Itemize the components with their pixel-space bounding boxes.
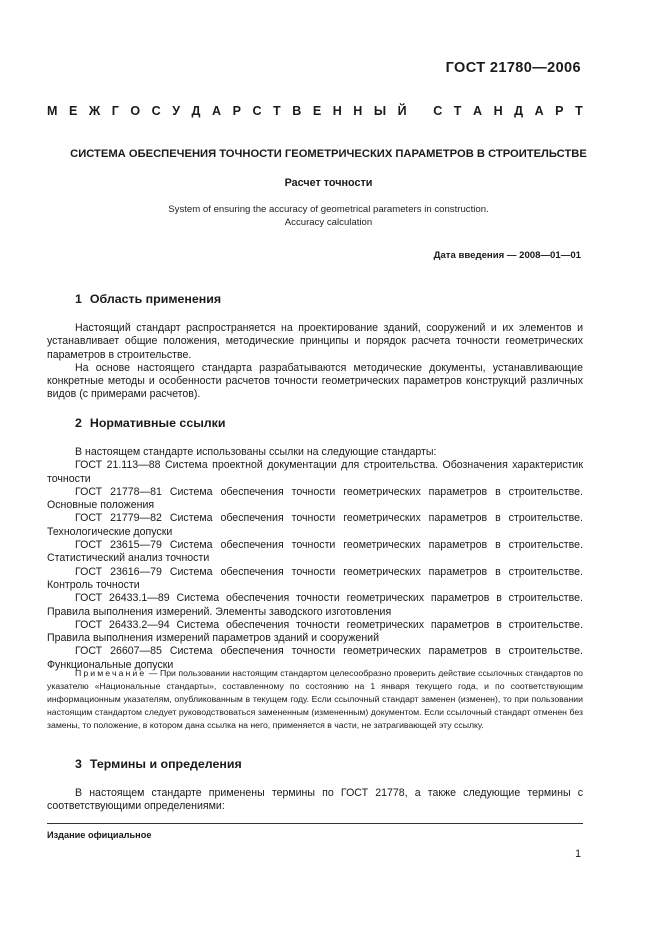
standard-type-letter: Г: [111, 104, 119, 118]
standard-type-letter: А: [472, 104, 483, 118]
references-note: [47, 667, 583, 732]
standard-type-letters: [47, 104, 583, 118]
section-title: Термины и определения: [89, 757, 242, 771]
section-number: 2: [75, 416, 82, 430]
reference-item: ГОСТ 21.113—88 Система проектной документации для строительства. Обозначения характеристик точности: [47, 459, 583, 485]
section-1-body: [47, 322, 583, 402]
standard-type-letter: Д: [514, 104, 524, 118]
note-label: Примечание: [75, 668, 147, 678]
standard-type-letter: А: [212, 104, 222, 118]
standard-type-label: [47, 104, 583, 118]
paragraph: Настоящий стандарт распространяется на проектирование зданий, сооружений и их элементов и устанавливает общие положения, методические принципы и порядок расчета точности геометрических параметров в строительстве.: [47, 322, 583, 361]
page-number: 1: [575, 848, 581, 860]
reference-item: ГОСТ 21778—81 Система обеспечения точности геометрических параметров в строительстве. Основные положения: [47, 485, 583, 512]
standard-type-letter: Н: [332, 104, 342, 118]
reference-item: ГОСТ 26607—85 Система обеспечения точности геометрических параметров в строительстве. Функциональные допуски: [47, 645, 583, 671]
standard-type-letter: Н: [353, 104, 363, 118]
standard-type-letter: Е: [68, 104, 78, 118]
standard-type-letter: В: [292, 104, 302, 118]
paragraph: На основе настоящего стандарта разрабатываются методические документы, устанавливающие конкретные методы и особенности расчетов точности геометрических параметров конструкций различных видов (с примерами расчетов).: [47, 361, 583, 401]
english-title-line-1: System of ensuring the accuracy of geometrical parameters in construction.: [168, 204, 489, 215]
official-edition-label: Издание официальное: [47, 830, 152, 840]
standard-type-letter: С: [151, 104, 161, 118]
reference-item: ГОСТ 26433.1—89 Система обеспечения точности геометрических параметров в строительстве. Правила выполнения измерений. Элементы заводского изготовления: [47, 592, 583, 618]
section-number: 3: [75, 757, 82, 771]
standard-type-letter: Й: [397, 104, 407, 118]
standard-type-letter: А: [534, 104, 544, 118]
reference-item: ГОСТ 21779—82 Система обеспечения точности геометрических параметров в строительстве. Технологические допуски: [47, 512, 583, 538]
paragraph: В настоящем стандарте использованы ссылки на следующие стандарты:: [75, 446, 437, 458]
reference-item: ГОСТ 23615—79 Система обеспечения точности геометрических параметров в строительстве. Статистический анализ точности: [47, 539, 583, 565]
paragraph: В настоящем стандарте применены термины по ГОСТ 21778, а также следующие термины с соответствующими определениями:: [47, 787, 583, 813]
standard-type-letter: Р: [555, 104, 564, 118]
standard-type-letter: Р: [232, 104, 241, 118]
standard-type-letter: У: [172, 104, 180, 118]
standard-type-letter: Т: [575, 104, 583, 118]
section-3-body: [47, 787, 583, 814]
section-title: Нормативные ссылки: [89, 416, 226, 430]
document-number: ГОСТ 21780—2006: [445, 60, 581, 76]
section-2-body: [47, 446, 583, 672]
standard-type-letter: О: [130, 104, 141, 118]
standard-type-letter: С: [433, 104, 443, 118]
standard-type-letter: Т: [273, 104, 281, 118]
note-paragraph: [47, 667, 583, 732]
standard-type-letter: С: [252, 104, 262, 118]
standard-type-letter: М: [47, 104, 58, 118]
section-number: 1: [75, 292, 82, 306]
standard-type-letter: Д: [191, 104, 201, 118]
standard-type-letter: [418, 104, 421, 118]
section-title: Область применения: [89, 292, 222, 306]
standard-type-letter: Ы: [373, 104, 387, 118]
introduction-date: Дата введения — 2008—01—01: [433, 250, 581, 261]
standard-type-letter: Е: [312, 104, 322, 118]
note-text: — При пользовании настоящим стандартом целесообразно проверить действие ссылочных стандартов по указателю «Национальные стандарты», составленному по состоянию на 1 января текущего года, и по соответствующим информационным указателям, опубликованным в текущем году. Если ссылочный стандарт заменен (изменен), то при пользовании настоящим стандартом следует руководствоваться замененным (измененным) документом. Если ссылочный стандарт отменен без замены, то положение, в котором дана ссылка на него, применяется в части, не затрагивающей эту ссылку.: [47, 668, 583, 731]
standard-type-letter: Ж: [88, 104, 101, 118]
reference-item: ГОСТ 26433.2—94 Система обеспечения точности геометрических параметров в строительстве. Правила выполнения измерений параметров зданий и сооружений: [47, 618, 583, 645]
section-3-heading: [75, 757, 242, 771]
reference-item: ГОСТ 23616—79 Система обеспечения точности геометрических параметров в строительстве. Контроль точности: [47, 565, 583, 591]
section-2-heading: [75, 416, 225, 430]
footer-divider: [47, 823, 583, 824]
document-subtitle: Расчет точности: [284, 177, 373, 189]
standard-type-letter: Н: [493, 104, 503, 118]
standard-type-letter: Т: [453, 104, 462, 118]
document-title: СИСТЕМА ОБЕСПЕЧЕНИЯ ТОЧНОСТИ ГЕОМЕТРИЧЕСКИХ ПАРАМЕТРОВ В СТРОИТЕЛЬСТВЕ: [70, 148, 587, 160]
english-title-line-2: Accuracy calculation: [284, 217, 373, 228]
section-1-heading: [75, 292, 221, 306]
